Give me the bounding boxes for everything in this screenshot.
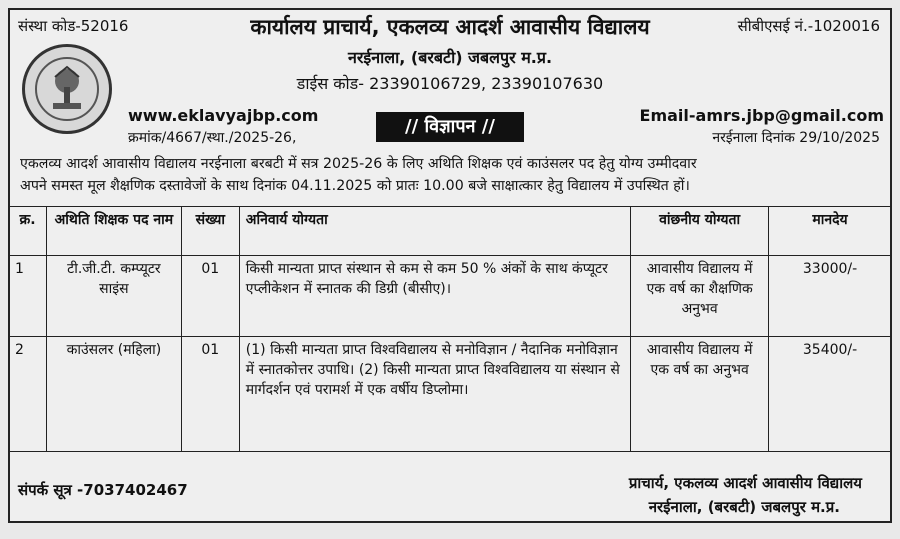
header-required: अनिवार्य योग्यता (239, 207, 630, 256)
header-desired: वांछनीय योग्यता (631, 207, 769, 256)
cell-pay: 35400/- (769, 337, 892, 452)
cell-count: 01 (181, 256, 239, 337)
cell-desired: आवासीय विद्यालय में एक वर्ष का शैक्षणिक अनुभव (631, 256, 769, 337)
header-pay: मानदेय (769, 207, 892, 256)
intro-paragraph (10, 153, 890, 197)
reference-number: क्रमांक/4667/स्था./2025-26, (128, 130, 297, 146)
signature-title: प्राचार्य, एकलव्य आदर्श आवासीय विद्यालय (628, 474, 862, 492)
institution-code: संस्था कोड-52016 (18, 17, 129, 35)
cell-post: टी.जी.टी. कम्प्यूटर साइंस (46, 256, 181, 337)
table-header-row (9, 207, 892, 256)
table-row (9, 256, 892, 337)
header-sno: क्र. (9, 207, 47, 256)
cell-desired: आवासीय विद्यालय में एक वर्ष का अनुभव (631, 337, 769, 452)
advertisement-notice (8, 8, 892, 523)
cell-pay: 33000/- (769, 256, 892, 337)
header-post: अथिति शिक्षक पद नाम (46, 207, 181, 256)
notice-date: नरईनाला दिनांक 29/10/2025 (712, 130, 880, 146)
cell-post: काउंसलर (महिला) (46, 337, 181, 452)
school-emblem-icon (22, 44, 112, 134)
signature-location: नरईनाला, (बरबटी) जबलपुर म.प्र. (648, 498, 840, 516)
school-location: नरईनाला, (बरबटी) जबलपुर म.प्र. (347, 48, 553, 67)
dise-code: डाईस कोड- 23390106729, 23390107630 (296, 74, 604, 93)
header-count: संख्या (181, 207, 239, 256)
cell-required: किसी मान्यता प्राप्त संस्थान से कम से कम 50 % अंकों के साथ कंप्यूटर एप्लीकेशन में स्नातक की डिग्री (बीसीए)। (239, 256, 630, 337)
contact-number: संपर्क सूत्र -7037402467 (18, 481, 188, 499)
cbse-number: सीबीएसई नं.-1020016 (737, 17, 880, 35)
cell-sno: 1 (9, 256, 47, 337)
intro-line: एकलव्य आदर्श आवासीय विद्यालय नरईनाला बरबटी में सत्र 2025-26 के लिए अथिति शिक्षक एवं काउंसलर पद हेतु योग्य उम्मीदवार (20, 156, 697, 172)
email-link[interactable]: Email-amrs.jbp@gmail.com (639, 106, 884, 125)
cell-required: (1) किसी मान्यता प्राप्त विश्वविद्यालय से मनोविज्ञान / नैदानिक मनोविज्ञान में स्नातकोत्तर उपाधि। (2) किसी मान्यता प्राप्त विश्वविद्यालय या संस्थान से मार्गदर्शन एवं परामर्श में एक वर्षीय डिप्लोमा। (239, 337, 630, 452)
vacancy-table (8, 206, 892, 452)
page-title: कार्यालय प्राचार्य, एकलव्य आदर्श आवासीय विद्यालय (250, 15, 650, 39)
website-link[interactable]: www.eklavyajbp.com (128, 106, 319, 125)
cell-count: 01 (181, 337, 239, 452)
advertisement-badge: // विज्ञापन // (376, 112, 524, 142)
intro-line: अपने समस्त मूल शैक्षणिक दस्तावेजों के साथ दिनांक 04.11.2025 को प्रातः 10.00 बजे साक्षात्कार हेतु विद्यालय में उपस्थित हों। (20, 178, 690, 194)
cell-sno: 2 (9, 337, 47, 452)
table-row (9, 337, 892, 452)
